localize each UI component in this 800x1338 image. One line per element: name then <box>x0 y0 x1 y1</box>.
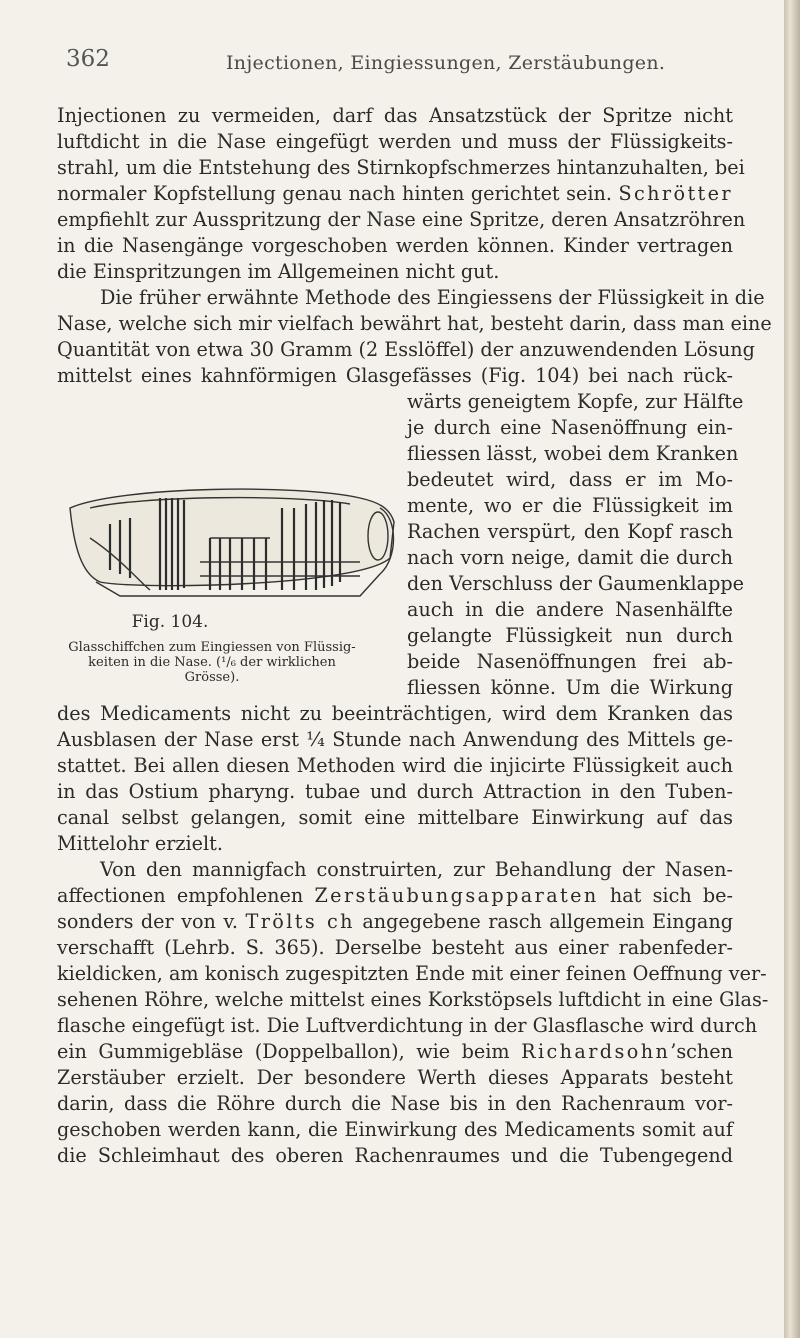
text-line: geschoben werden kann, die Einwirkung des Medicaments somit auf <box>57 1118 733 1141</box>
text-line: luftdicht in die Nase eingefügt werden und muss der Flüssigkeits- <box>57 130 733 153</box>
author-name: Trölts ch <box>245 910 355 933</box>
text-line: Zerstäuber erzielt. Der besondere Werth dieses Apparats besteht <box>57 1066 733 1089</box>
text-fragment: ’schen <box>670 1040 733 1063</box>
text-fragment: normaler Kopfstellung genau nach hinten gerichtet sein. <box>57 182 612 205</box>
text-line: Injectionen zu vermeiden, darf das Ansatzstück der Spritze nicht <box>57 104 733 127</box>
text-line: je durch eine Nasenöffnung ein- <box>407 416 733 439</box>
text-line: nach vorn neige, damit die durch <box>407 546 733 569</box>
text-line: des Medicaments nicht zu beeinträchtigen, wird dem Kranken das <box>57 702 733 725</box>
text-line: in die Nasengänge vorgeschoben werden können. Kinder vertragen <box>57 234 733 257</box>
text-line: empfiehlt zur Ausspritzung der Nase eine Spritze, deren Ansatzröhren <box>57 208 746 231</box>
text-line: sehenen Röhre, welche mittelst eines Korkstöpsels luftdicht in eine Glas- <box>57 988 769 1011</box>
text-line: kieldicken, am konisch zugespitzten Ende mit einer feinen Oeffnung ver- <box>57 962 767 985</box>
author-name: Richardsohn <box>521 1040 671 1063</box>
page-edge-shadow <box>784 0 800 1338</box>
text-line: fliessen könne. Um die Wirkung <box>407 676 733 699</box>
text-line: beide Nasenöffnungen frei ab- <box>407 650 733 673</box>
text-line: canal selbst gelangen, somit eine mittelbare Einwirkung auf das <box>57 806 733 829</box>
text-line: flasche eingefügt ist. Die Luftverdichtung in der Glasflasche wird durch <box>57 1014 758 1037</box>
text-line: fliessen lässt, wobei dem Kranken <box>407 442 739 465</box>
glass-boat-illustration <box>70 489 394 596</box>
figure-label: Fig. 104. <box>131 612 209 632</box>
text-line: darin, dass die Röhre durch die Nase bis in den Rachenraum vor- <box>57 1092 733 1115</box>
emphasized-term: Zerstäubungsapparaten <box>314 884 599 907</box>
text-line: Von den mannigfach construirten, zur Behandlung der Nasen- <box>100 858 733 881</box>
figure-caption <box>40 640 384 685</box>
text-line: gelangte Flüssigkeit nun durch <box>407 624 733 647</box>
text-line: strahl, um die Entstehung des Stirnkopfschmerzes hintanzuhalten, bei <box>57 156 745 179</box>
figure-glass-boat <box>60 478 398 598</box>
text-line <box>57 1040 733 1064</box>
author-name: Schrötter <box>618 182 733 205</box>
text-fragment: hat sich be- <box>598 884 733 907</box>
text-fragment: angegebene rasch allgemein Eingang <box>354 910 733 933</box>
caption-line: Grösse). <box>184 670 240 685</box>
text-line: Mittelohr erzielt. <box>57 832 223 855</box>
text-line <box>57 884 733 908</box>
text-line: mittelst eines kahnförmigen Glasgefässes (Fig. 104) bei nach rück- <box>57 364 733 387</box>
text-line: Rachen verspürt, den Kopf rasch <box>407 520 733 543</box>
text-line <box>57 910 733 934</box>
text-line: den Verschluss der Gaumenklappe <box>407 572 745 595</box>
text-line: auch in die andere Nasenhälfte <box>407 598 733 621</box>
text-fragment: sonders der von v. <box>57 910 239 933</box>
text-line: Die früher erwähnte Methode des Eingiessens der Flüssigkeit in die <box>100 286 765 309</box>
text-fragment: ein Gummigebläse (Doppelballon), wie beim <box>57 1040 510 1063</box>
text-line: Nase, welche sich mir vielfach bewährt hat, besteht darin, dass man eine <box>57 312 772 335</box>
text-line: in das Ostium pharyng. tubae und durch Attraction in den Tuben- <box>57 780 733 803</box>
text-line: stattet. Bei allen diesen Methoden wird die injicirte Flüssigkeit auch <box>57 754 733 777</box>
text-line: die Einspritzungen im Allgemeinen nicht gut. <box>57 260 500 283</box>
text-line: wärts geneigtem Kopfe, zur Hälfte <box>407 390 744 413</box>
text-fragment: affectionen empfohlenen <box>57 884 304 907</box>
text-line: mente, wo er die Flüssigkeit im <box>407 494 733 517</box>
caption-line: Glasschiffchen zum Eingiessen von Flüssig- <box>68 640 356 655</box>
text-line: verschafft (Lehrb. S. 365). Derselbe besteht aus einer rabenfeder- <box>57 936 733 959</box>
text-line: die Schleimhaut des oberen Rachenraumes und die Tubengegend <box>57 1144 733 1167</box>
running-head: Injectionen, Eingiessungen, Zerstäubungen. <box>226 52 666 74</box>
text-line: Quantität von etwa 30 Gramm (2 Esslöffel) der anzuwendenden Lösung <box>57 338 755 361</box>
caption-line: keiten in die Nase. (¹/₆ der wirklichen <box>88 655 336 670</box>
text-line <box>57 182 733 206</box>
page-number: 362 <box>66 46 110 72</box>
text-line: bedeutet wird, dass er im Mo- <box>407 468 733 491</box>
text-line: Ausblasen der Nase erst ¼ Stunde nach Anwendung des Mittels ge- <box>57 728 733 751</box>
